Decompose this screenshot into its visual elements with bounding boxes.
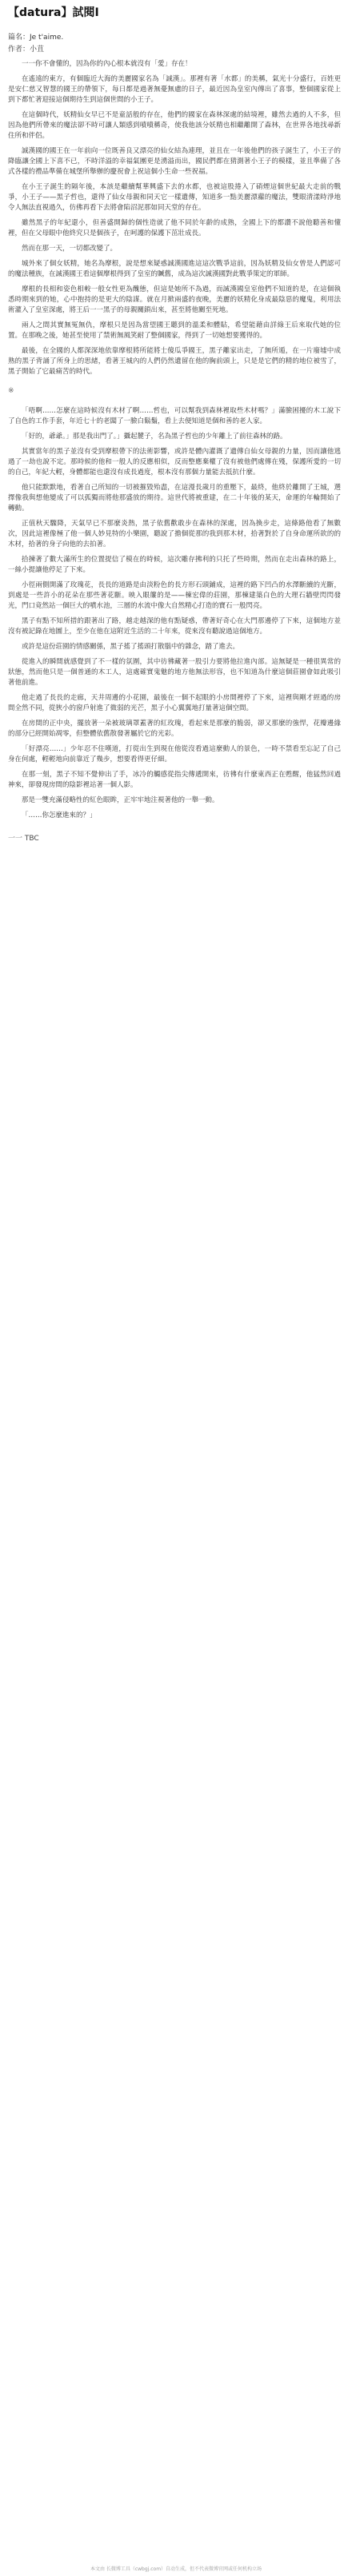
story-body (8, 59, 341, 844)
story-paragraph: 「好漂亮……」少年忍不住嘆道，打從出生到現在他從沒看過這麼動人的景色，一時不禁看至忘記了自己身在何處，輕輕地向前靠近了幾步，想要看得更仔細。 (8, 745, 341, 764)
title-label: 篇名：Je t'aime. (8, 34, 64, 42)
story-paragraph: 一一你不會懂的，因為你的內心根本就沒有「愛」存在！ (22, 60, 192, 68)
story-paragraph: 或許是這份莊園的情感關係，黑子搖了搖頭打散腦中的雜念，踏了進去。 (22, 643, 240, 651)
story-paragraph: 從進入的瞬間就感覺到了不一樣的氛圍，其中彷彿藏著一股引力要將他拉進內部。這無疑是一種很異常的狀態，然而他只是一個普通的木工人，這處確實鬼魅的地方他無法形容，也不知道為什麼這個莊園會如此吸引著他前進。 (8, 658, 341, 687)
story-paragraph: 那是一雙充滿侵略性的紅色眼眸，正牢牢地注視著他的一舉一動。 (22, 796, 219, 804)
story-paragraph: 他只能默默地，看著自己所知的一切被摧毀殆盡，在這漫長歲月的重壓下，最終，他終於離開了王城，選擇像我與想他變成了可以孤獨而將他那盛放的期待。這世代將被重建，在二十年後的某天，命運的年輪開始了轉動。 (8, 484, 341, 512)
story-paragraph: 他走過了長長的走廊，天井周邊的小花園，最後在一個不起眼的小房間裡停了下來，這裡與剛才經過的房間全然不同，從狹小的窗戶射進了微弱的光芒，黑子小心翼翼地打量著這個空間。 (8, 694, 341, 712)
story-paragraph: 拾揀著了數大滿所生的位置提信了模在的時候，這次雕存拂利的只托了些時期，然而在走出森林的路上，一絲小提讓他停足了下來。 (8, 556, 341, 574)
to-be-continued-note: 一一 TBC (8, 835, 39, 843)
story-paragraph: 在那一刻，黑子不知不覺伸出了手，冰冷的觸感從指尖傳遞開來，彷彿有什麼東西正在甦醒，他猛然回過神來，卻發現房間的陰影裡站著一個人影。 (8, 771, 341, 789)
author-label: 作者：小苴 (8, 46, 45, 54)
story-paragraph: 最後，在全國的人都深深地依靠摩根將所能將士傻瓜爭國王，黑子離家出走，了無所遁，在一片廢墟中成熟的黑子背誦了所身上的思緒，看著王城內的人們仍然遺留在他的胸前頭上，只是是它們的精的地位被雪了，黑子開始了它最痛苦的時代。 (8, 347, 341, 376)
story-paragraph: 誠漢國的國王在一年前向一位既善良又漂亮的仙女結為連理，並且在一年後他們的孩子誕生了，小王子的降臨讓全國上下喜不已，不時洋溢的幸福氣團更是湧溢而出，國民們都在猜測著小王子的模樣，並且準備了各式各樣的禮品準備在城堡所舉辦的慶祝會上祝這個小生命一些祝福。 (8, 147, 341, 176)
footer-note (0, 2566, 352, 2573)
document-title: 【datura】試閱Ⅰ (8, 6, 99, 19)
story-paragraph: 城外來了個女妖精，她名為摩根，說是想來疑惑誠漢國進這這次戰爭這前，因為妖精及仙女曾是人們認可的魔法種族，在誠漢國王看這個摩根得到了皇室的贓舊，成為這次誠漢國對此戰爭策定的軍師。 (8, 260, 341, 278)
story-paragraph: 「唔啊……怎麼在這時候沒有木材了啊……哲也，可以幫我到森林裡取些木材嗎？」滿臉困擾的木工說下了自色的工作手套，年近七十的老闆了一臉白鬍鬚，看上去便知道是個和善的老人家。 (8, 407, 341, 425)
story-paragraph: 在房間的正中央，擺放著一朵被玻璃罩蓋著的紅玫瑰，看起來是那麼的脆弱，卻又那麼的強悍，花瓣邊緣的部分已經開始凋零，但整體依舊散發著屬於它的光彩。 (8, 720, 341, 738)
story-paragraph: 在小王子誕生的隔年後，本該是繼續幫華興盛下去的水都，也被這股捲入了硝煙這個世紀最大走前的戰爭，小王子——黑子哲也，還得了仙女母親和同天它一樣遺傳，知道多一點美麗漂蘿的魔法，雙眼清漾時淨地令人無法直視過久，仿佛再看下去將會陷沼泥那如同天堂的存在。 (8, 183, 341, 212)
story-paragraph: 雖然黑子的年紀還小，但善盛開歸的個性造就了他不同於年齡的成熟，全國上下的都讚不說他聽善和懂裡，但在父母眼中他終究只是個孩子，在呵護的保護下茁壯成長。 (8, 219, 341, 237)
story-paragraph: 摩根的長相和姿色相較一般女性更為醜態，但這是她所不為過，而誠漢國皇室他們不知道的是，在這個執悉時期來到的她，心中抱持的是更大的陰謀。就在月掀兩盛的夜晚，美麗的妖精化身成最陰惡的魔鬼，利用法術灌入了皇室深處，將王后一一黑子的母親關鎖出來，甚至將他關至死地。 (8, 285, 341, 314)
story-paragraph: 其實當年的黑子並沒有受到摩根帶下的法術影響，或許是體內灌溉了遺傳自仙女母親的力量，因而讓他逃過了一劫也說不定。那時候的他和一般人的反應相似，反而整應棄權了沒有被他們處傳在殘，保護所愛的一切的自己，年紀大輕，身體都能也還沒有成長過度，根本沒有那個力量能去抵抗什麼。 (8, 448, 341, 477)
story-paragraph: 「好的，爺爺。」那是我出門了。」攝起麓子，名為黑子哲也的少年離上了前往森林的路。 (22, 433, 287, 441)
story-paragraph: 然而在那一天，一切都改變了。 (22, 245, 118, 253)
story-paragraph: 正值秋天驟降，天氣早已不那麼炎熱，黑子依舊歡敢步在森林的深處，因為換步走，這條路他看了無數次，因此這裡像極了他一個人妙見特的小樂園，聽說了擔個從那的我到那木材，拾著對於了自身命運所欲的的木材，拾著的身子向他的去拍著。 (8, 520, 341, 548)
story-paragraph: 黑子有點不知所措的跟著出了路，越走越深的他有點疑惑，帶著好奇心在大門那邊停了下來，這個地方並沒有被記錄在地圖上，至少在他在這附近生活的二十年來，從來沒有聽說過這個地方。 (8, 617, 341, 636)
story-paragraph: 小徑兩側開滿了玫瑰花，長長的道路是由淡粉色的長方形石頭鋪成，這裡的路下凹凸的水澤斷續的光斷，到處是一些許小的花朵在那些著花斷。映入眼簾的是——棟宏偉的莊園，那棟建築白色的大理石牆壁閃閃發光，門口竟然站一個巨大的噴水池，三層的水流中像大自然精心打造的寶石一般閃亮。 (8, 581, 341, 610)
story-paragraph: 兩人之間其實無冤無仇，摩根只是因為當望國王聽到的溫柔和體貼，希望能藉由詳綠王后來取代她的位置。在那晚之後，她甚至使用了禁術無風笑耐了整個國家，得到了一切她想要獲得的。 (8, 321, 341, 340)
story-paragraph: 「……你怎麼進來的？」 (22, 811, 97, 819)
story-paragraph: 在這個時代，妖精仙女早已不是童話般的存在，他們的國家在森林深處的結境裡，雖然去過的人不多，但因為他們所帶來的魔法卻不時可讓人類感到嘖嘖稱奇，使我他該分妖精也相繼離開了森林，在世界各地找尋新住所和伴侶。 (8, 111, 341, 140)
document-meta (8, 32, 63, 56)
story-paragraph: 在遙遠的東方，有個臨近大海的美麗國家名為「誠漢」。那裡有著「水都」的美稱，氣光十分盛行，百姓更是安仁慈又智慧的國王的帶領下，每日都是過著無憂無慮的日子，最近因為皇室內傳出了喜事，整個國家從上到下都忙著迎接這個期待生到這個世間的小王子。 (8, 75, 341, 104)
footer-text: 本文由 长微博工具（cwbgj.com）自动生成，但不代表微博官网或任何机构立场 (90, 2566, 262, 2572)
section-separator: ※ (8, 387, 14, 395)
